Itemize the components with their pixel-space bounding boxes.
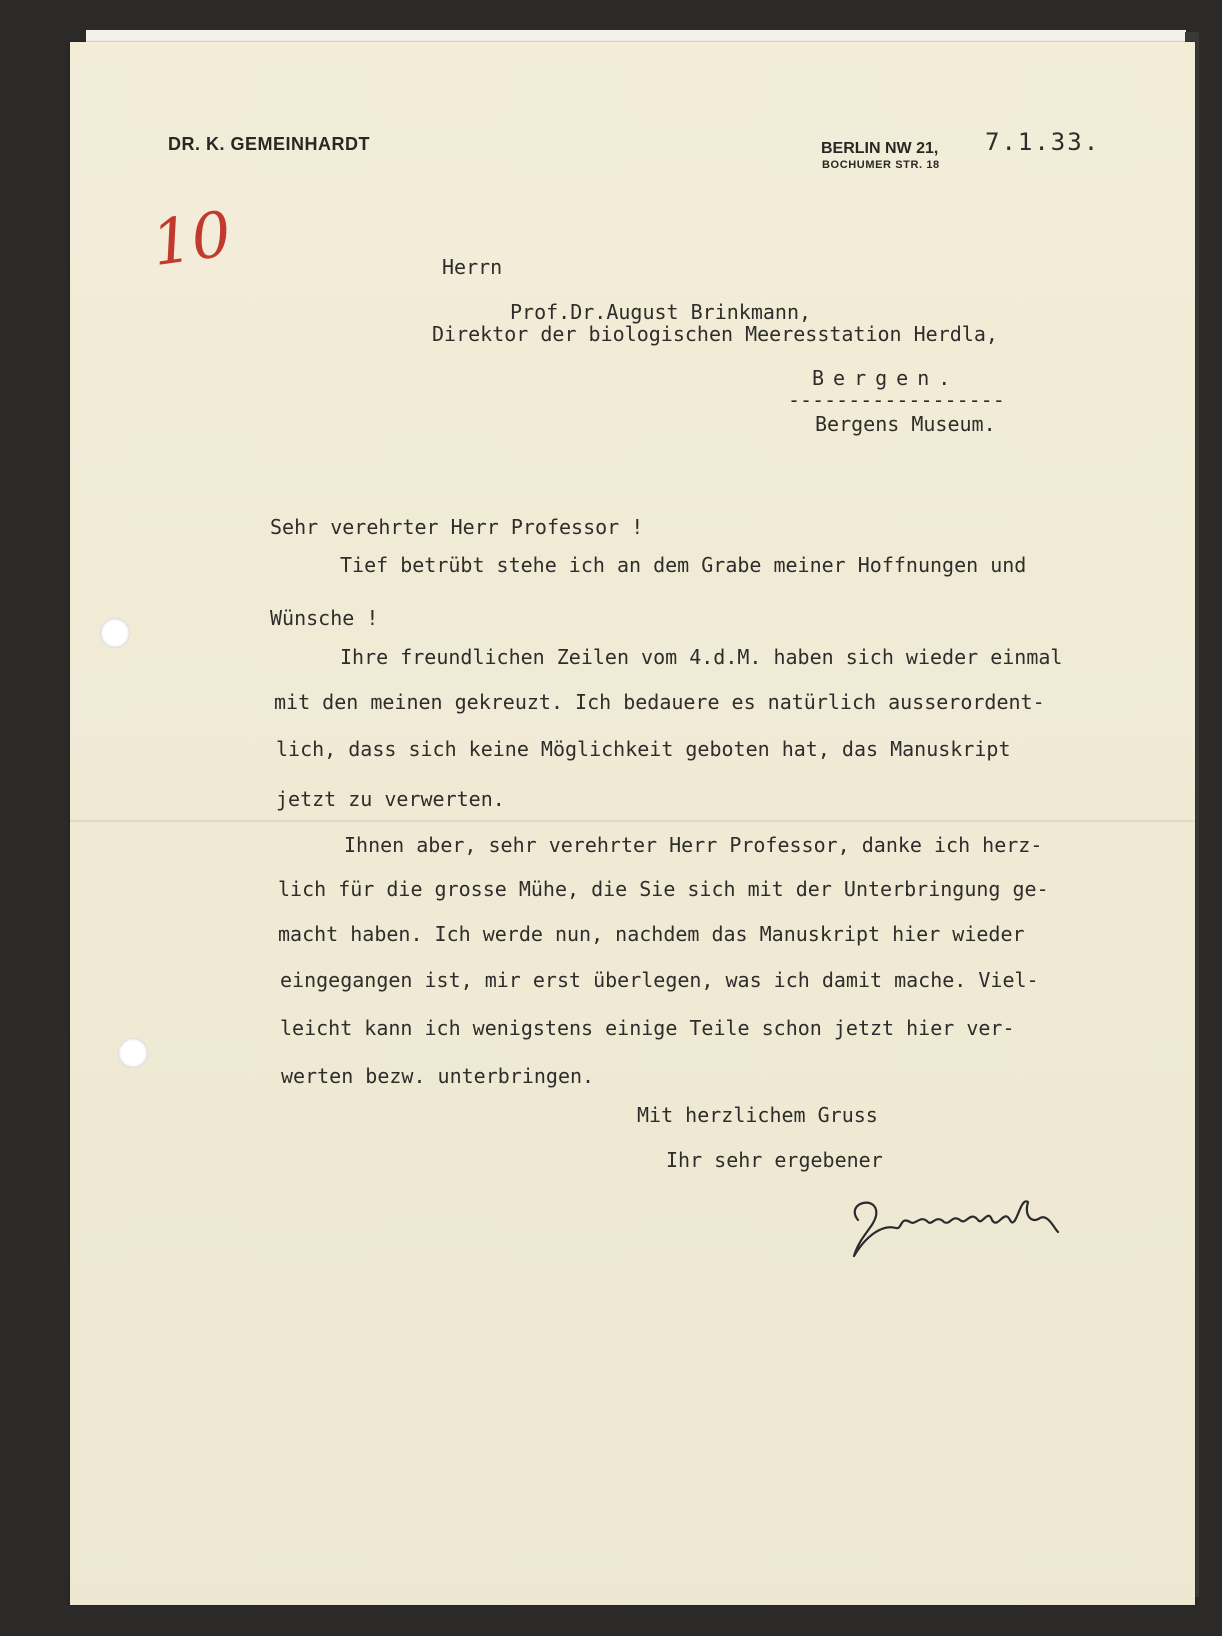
letterhead-name: DR. K. GEMEINHARDT xyxy=(168,134,370,154)
body-line: jetzt zu verwerten. xyxy=(276,787,505,811)
body-line: lich für die grosse Mühe, die Sie sich mit der Unterbringung ge- xyxy=(278,877,1049,901)
body-line: werten bezw. unterbringen. xyxy=(281,1064,595,1088)
body-line: Wünsche ! xyxy=(270,606,379,630)
body-line: Ihnen aber, sehr verehrter Herr Professor, danke ich herz- xyxy=(344,833,1043,857)
handwritten-signature xyxy=(840,1180,1070,1260)
archive-margin-note: 10 xyxy=(147,196,236,281)
body-line: mit den meinen gekreuzt. Ich bedauere es natürlich ausserordent- xyxy=(274,690,1045,714)
recipient-salutation: Herrn xyxy=(442,255,503,279)
punch-hole-top xyxy=(100,618,130,648)
body-line: Tief betrübt stehe ich an dem Grabe meiner Hoffnungen und xyxy=(340,553,1027,577)
punch-hole-bottom xyxy=(118,1038,148,1068)
body-line: leicht kann ich wenigstens einige Teile schon jetzt hier ver- xyxy=(280,1016,1015,1040)
recipient-title: Direktor der biologischen Meeresstation Herdla, xyxy=(432,322,998,346)
recipient-institution: Bergens Museum. xyxy=(815,412,996,436)
recipient-city: Bergen. xyxy=(812,366,960,390)
letter-date: 7.1.33. xyxy=(985,128,1101,156)
greeting: Sehr verehrter Herr Professor ! xyxy=(270,515,644,539)
closing-line-2: Ihr sehr ergebener xyxy=(666,1148,883,1172)
body-line: Ihre freundlichen Zeilen vom 4.d.M. haben sich wieder einmal xyxy=(340,645,1063,669)
body-line: lich, dass sich keine Möglichkeit geboten hat, das Manuskript xyxy=(276,737,1011,761)
letter-page xyxy=(70,42,1195,1605)
letterhead-city: BERLIN NW 21, xyxy=(821,140,939,157)
closing-line-1: Mit herzlichem Gruss xyxy=(637,1103,878,1127)
letterhead-street: BOCHUMER STR. 18 xyxy=(822,159,940,171)
fold-line xyxy=(70,820,1195,822)
recipient-name: Prof.Dr.August Brinkmann, xyxy=(510,300,812,324)
recipient-city-underline: ------------------ xyxy=(788,388,1005,412)
body-line: macht haben. Ich werde nun, nachdem das Manuskript hier wieder xyxy=(278,922,1025,946)
body-line: eingegangen ist, mir erst überlegen, was ich damit mache. Viel- xyxy=(280,968,1039,992)
